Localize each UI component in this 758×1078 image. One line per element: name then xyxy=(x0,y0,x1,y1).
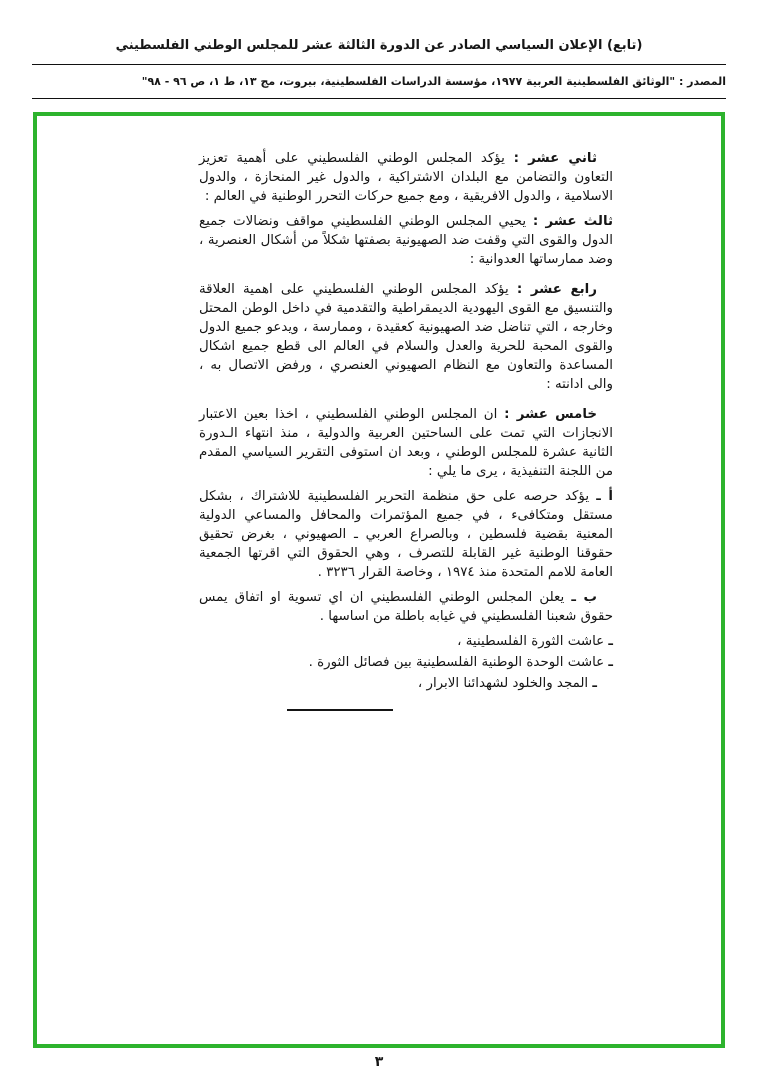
paragraph-text: يحيي المجلس الوطني الفلسطيني مواقف ونضالات جميع الدول والقوى التي وقفت ضد الصهيونية بصفتها شكلاً من أشكال العنصرية ، وضد ممارساتها العدوانية : xyxy=(199,214,613,267)
dash-mark: ـ xyxy=(608,634,613,649)
paragraph-lead: ثاني عشر : xyxy=(513,151,597,166)
header-divider-bottom xyxy=(32,98,726,99)
paragraph-text: يعلن المجلس الوطني الفلسطيني ان اي تسوية او اتفاق يمس حقوق شعبنا الفلسطيني في غيابه باطلة من اساسها . xyxy=(199,590,613,624)
source-line: المصدر : "الوثائق الفلسطينية العربية ١٩٧٧، مؤسسة الدراسات الفلسطينية، بيروت، مج ١٣، ط ١، ص ٩٦ - ٩٨" xyxy=(141,75,726,88)
slogan-text: عاشت الثورة الفلسطينية ، xyxy=(457,634,605,649)
paragraph-lead: ثالث عشر : xyxy=(532,214,613,229)
slogan-text: عاشت الوحدة الوطنية الفلسطينية بين فصائل الثورة . xyxy=(308,655,605,670)
paragraph-item-b xyxy=(199,588,613,626)
paragraph-lead: ب ـ xyxy=(571,590,597,605)
slogan-text: المجد والخلود لشهدائنا الابرار ، xyxy=(417,676,589,691)
footnote-divider xyxy=(287,709,393,711)
paragraph-text: يؤكد المجلس الوطني الفلسطيني على اهمية العلاقة والتنسيق مع القوى اليهودية الديمقراطية والتقدمية في داخل الوطن المحتل وخارجه ، التي تناضل ضد الصهيونية كعقيدة ، وممارسة ، ويدعو جميع الدول والقوى المحبة للحرية والعدل والسلام في العالم الى قطع جميع اشكال المساعدة والتعاون مع النظام الصهيوني العنصري ، ورفض الاتصال به ، والى ادانته : xyxy=(199,282,613,392)
paragraph-lead: رابع عشر : xyxy=(516,282,597,297)
header-divider-top xyxy=(32,64,726,65)
paragraph-twelfth xyxy=(199,149,613,206)
paragraph-text: يؤكد المجلس الوطني الفلسطيني على أهمية تعزيز التعاون والتضامن مع البلدان الاشتراكية ، والدول غير المنحازة ، والدول الاسلامية ، والدول الافريقية ، ومع جميع حركات التحرر الوطنية في العالم : xyxy=(199,151,613,204)
document-title: (تابع) الإعلان السياسي الصادر عن الدورة الثالثة عشر للمجلس الوطني الفلسطيني xyxy=(115,38,643,53)
document-header xyxy=(32,0,726,99)
slogan-line xyxy=(199,632,613,651)
paragraph-lead: خامس عشر : xyxy=(504,407,597,422)
page-number: ٣ xyxy=(374,1054,384,1070)
paragraph-item-a xyxy=(199,487,613,582)
dash-mark: ـ xyxy=(608,655,613,670)
paragraph-text: يؤكد حرصه على حق منظمة التحرير الفلسطينية للاشتراك ، بشكل مستقل ومتكافىء ، في جميع المؤتمرات والمحافل والمساعي الدولية المعنية بقضية فلسطين ، وبالصراع العربي ـ الصهيوني ، بغرض تحقيق حقوقنا الوطنية غير القابلة للتصرف ، وهي الحقوق التي اقرتها الجمعية العامة للامم المتحدة منذ ١٩٧٤ ، وخاصة القرار ٣٢٣٦ . xyxy=(199,489,613,580)
paragraph-lead: أ ـ xyxy=(596,489,613,504)
paragraph-text: ان المجلس الوطني الفلسطيني ، اخذا بعين الاعتبار الانجازات التي تمت على الساحتين العربية والدولية ، منذ انتهاء الـدورة الثانية عشرة للمجلس الوطني ، وبعد ان استوفى التقرير السياسي المقدم من اللجنة التنفيذية ، يرى ما يلي : xyxy=(199,407,613,479)
dash-mark: ـ xyxy=(592,676,597,691)
slogan-line xyxy=(199,674,613,693)
slogan-line xyxy=(199,653,613,672)
paragraph-fourteenth xyxy=(199,280,613,394)
text-column xyxy=(199,149,613,711)
content-frame xyxy=(33,112,725,1048)
paragraph-fifteenth xyxy=(199,405,613,481)
paragraph-thirteenth xyxy=(199,212,613,269)
